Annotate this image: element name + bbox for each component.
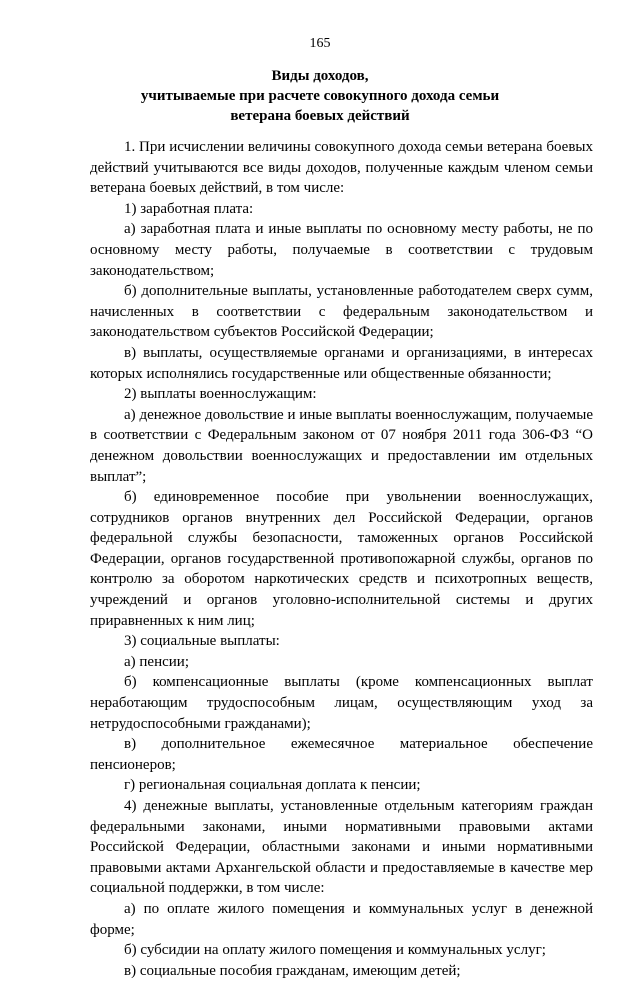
sub-item-3a: а) пенсии;	[124, 653, 189, 670]
sub-item-4c: в) социальные пособия гражданам, имеющим детей;	[124, 962, 461, 979]
document-body	[90, 137, 593, 981]
sub-item-1b: б) дополнительные выплаты, установленные работодателем сверх сумм, начисленных в соответствии с федеральным законодательством и законодательством субъектов Российской Федерации;	[90, 283, 593, 341]
sub-item-2b: б) единовременное пособие при увольнении военнослужащих, сотрудников органов внутренних дел Российской Федерации, органов федеральной службы безопасности, таможенных органов Российской Федерации, органов государственной противопожарной службы, органов по контролю за оборотом наркотических средств и психотропных веществ, учреждений и органов уголовно-исполнительной системы и других приравненных к ним лиц;	[90, 489, 593, 629]
sub-item-4b: б) субсидии на оплату жилого помещения и коммунальных услуг;	[124, 942, 546, 959]
title-line-2: учитываемые при расчете совокупного дохода семьи	[140, 88, 500, 104]
sub-item-3d: г) региональная социальная доплата к пенсии;	[124, 777, 421, 794]
sub-item-2a: а) денежное довольствие и иные выплаты военнослужащим, получаемые в соответствии с Федеральным законом от 07 ноября 2011 года 306-ФЗ “О денежном довольствии военнослужащих и предоставлении им отдельных выплат”;	[90, 406, 593, 485]
paragraph-1: 1. При исчислении величины совокупного дохода семьи ветерана боевых действий учитываются все виды доходов, полученные каждым членом семьи ветерана боевых действий, в том числе:	[90, 139, 593, 197]
title-line-1: Виды доходов,	[271, 68, 369, 84]
sub-item-4a: а) по оплате жилого помещения и коммунальных услуг в денежной форме;	[90, 900, 593, 938]
list-item-2-military: 2) выплаты военнослужащим:	[124, 386, 317, 403]
sub-item-1a: а) заработная плата и иные выплаты по основному месту работы, не по основному месту работы, получаемые в соответствии с трудовым законодательством;	[90, 221, 593, 279]
title-line-3: ветерана боевых действий	[230, 108, 410, 124]
sub-item-3c: в) дополнительное ежемесячное материальное обеспечение пенсионеров;	[90, 736, 593, 773]
list-item-3-social: 3) социальные выплаты:	[124, 633, 280, 650]
sub-item-1c: в) выплаты, осуществляемые органами и организациями, в интересах которых исполнялись государственные или общественные обязанности;	[90, 344, 593, 382]
page-number: 165	[309, 36, 331, 51]
sub-item-3b: б) компенсационные выплаты (кроме компенсационных выплат неработающим трудоспособным лицам, осуществляющим уход за нетрудоспособными гражданами);	[90, 674, 593, 732]
list-item-4-cash-payments: 4) денежные выплаты, установленные отдельным категориям граждан федеральными законами, иными нормативными правовыми актами Российской Федерации, областными законами и иными нормативными правовыми актами Архангельской области и предоставляемые в качестве мер социальной поддержки, в том числе:	[90, 798, 593, 897]
page-title	[80, 66, 560, 126]
list-item-1-salary: 1) заработная плата:	[124, 200, 254, 217]
